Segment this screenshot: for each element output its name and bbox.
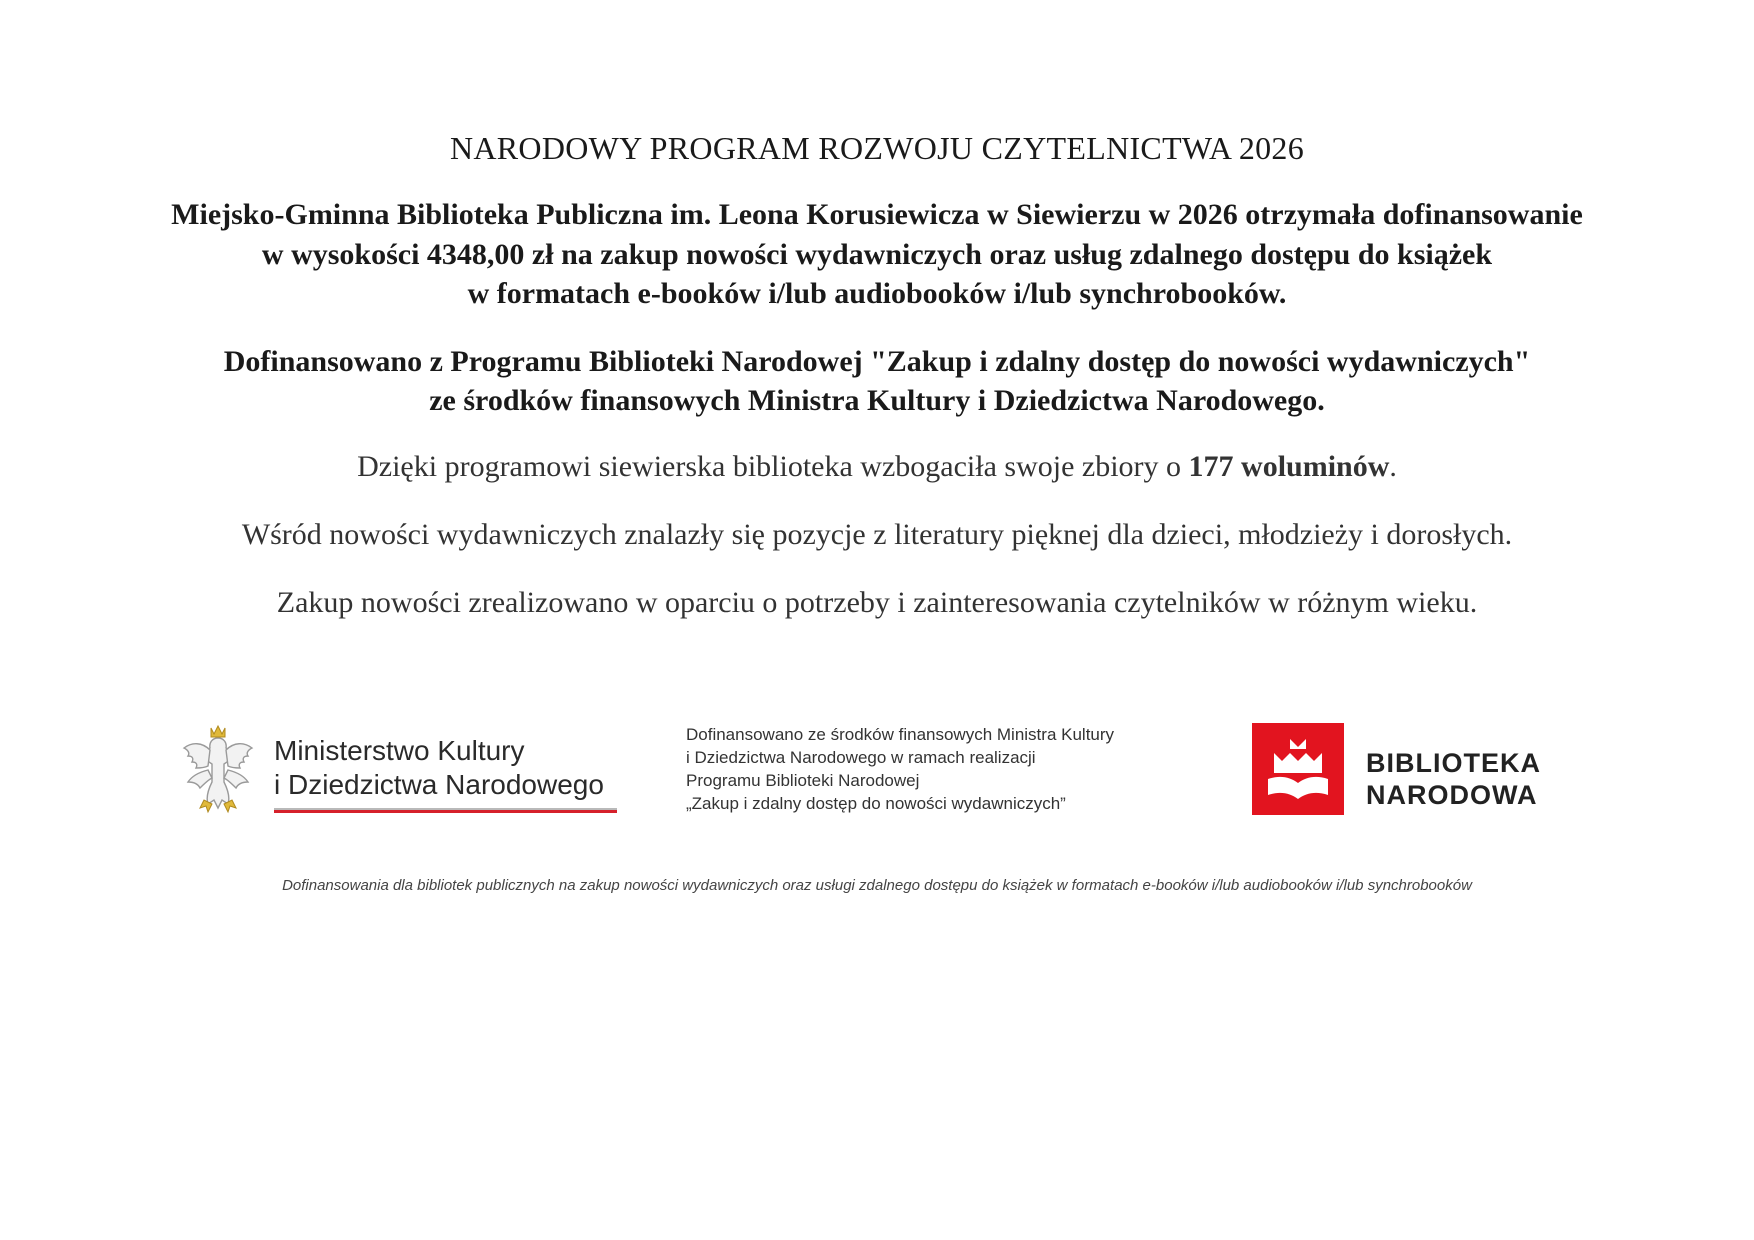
volumes-text: Dzięki programowi siewierska biblioteka wzbogaciła swoje zbiory o <box>357 450 1189 483</box>
announcement-line-2: w wysokości 4348,00 zł na zakup nowości wydawniczych oraz usług zdalnego dostępu do książek <box>261 238 1493 271</box>
crown-book-icon <box>1252 723 1344 815</box>
page-title: NARODOWY PROGRAM ROZWOJU CZYTELNICTWA 2026 <box>449 130 1305 166</box>
volumes-period: . <box>1389 450 1397 483</box>
purchase-paragraph: Zakup nowości zrealizowano w oparciu o potrzeby i zainteresowania czytelników w różnym wieku. <box>276 586 1478 619</box>
national-library-line-2: NARODOWA <box>1366 780 1538 810</box>
volumes-paragraph <box>0 450 1754 484</box>
announcement-line-1: Miejsko-Gminna Biblioteka Publiczna im. Leona Korusiewicza w Siewierzu w 2026 otrzymała dofinansowanie <box>171 198 1583 231</box>
funding-note <box>686 723 1114 815</box>
footer-note: Dofinansowania dla bibliotek publicznych na zakup nowości wydawniczych oraz usługi zdalnego dostępu do książek w formatach e-booków i/lub audiobooków i/lub synchrobooków <box>282 877 1472 894</box>
ministry-flag-bar <box>274 808 617 813</box>
ministry-name-line-1: Ministerstwo Kultury <box>274 735 525 766</box>
ministry-name-line-2: i Dziedzictwa Narodowego <box>274 769 604 800</box>
announcement-line-3: w formatach e-booków i/lub audiobooków i/lub synchrobooków. <box>467 277 1287 310</box>
polish-eagle-icon <box>178 720 258 816</box>
funding-note-line-4: „Zakup i zdalny dostęp do nowości wydawniczych” <box>686 794 1066 813</box>
ministry-logo <box>178 720 628 820</box>
volumes-count: 177 <box>1188 450 1234 483</box>
national-library-name <box>1366 747 1541 811</box>
funding-source-line-2: ze środków finansowych Ministra Kultury i Dziedzictwa Narodowego. <box>429 384 1325 417</box>
national-library-line-1: BIBLIOTEKA <box>1366 748 1541 778</box>
logos-strip <box>0 715 1754 825</box>
funding-note-line-2: i Dziedzictwa Narodowego w ramach realizacji <box>686 748 1036 767</box>
funding-source-line-1: Dofinansowano z Programu Biblioteki Narodowej "Zakup i zdalny dostęp do nowości wydawniczych" <box>223 345 1531 378</box>
funding-note-line-1: Dofinansowano ze środków finansowych Ministra Kultury <box>686 725 1115 744</box>
literature-paragraph: Wśród nowości wydawniczych znalazły się pozycje z literatury pięknej dla dzieci, młodzieży i dorosłych. <box>241 518 1513 551</box>
funding-note-line-3: Programu Biblioteki Narodowej <box>686 771 920 790</box>
national-library-logo <box>1252 723 1552 815</box>
ministry-name <box>274 734 604 802</box>
volumes-unit: woluminów <box>1241 450 1390 483</box>
